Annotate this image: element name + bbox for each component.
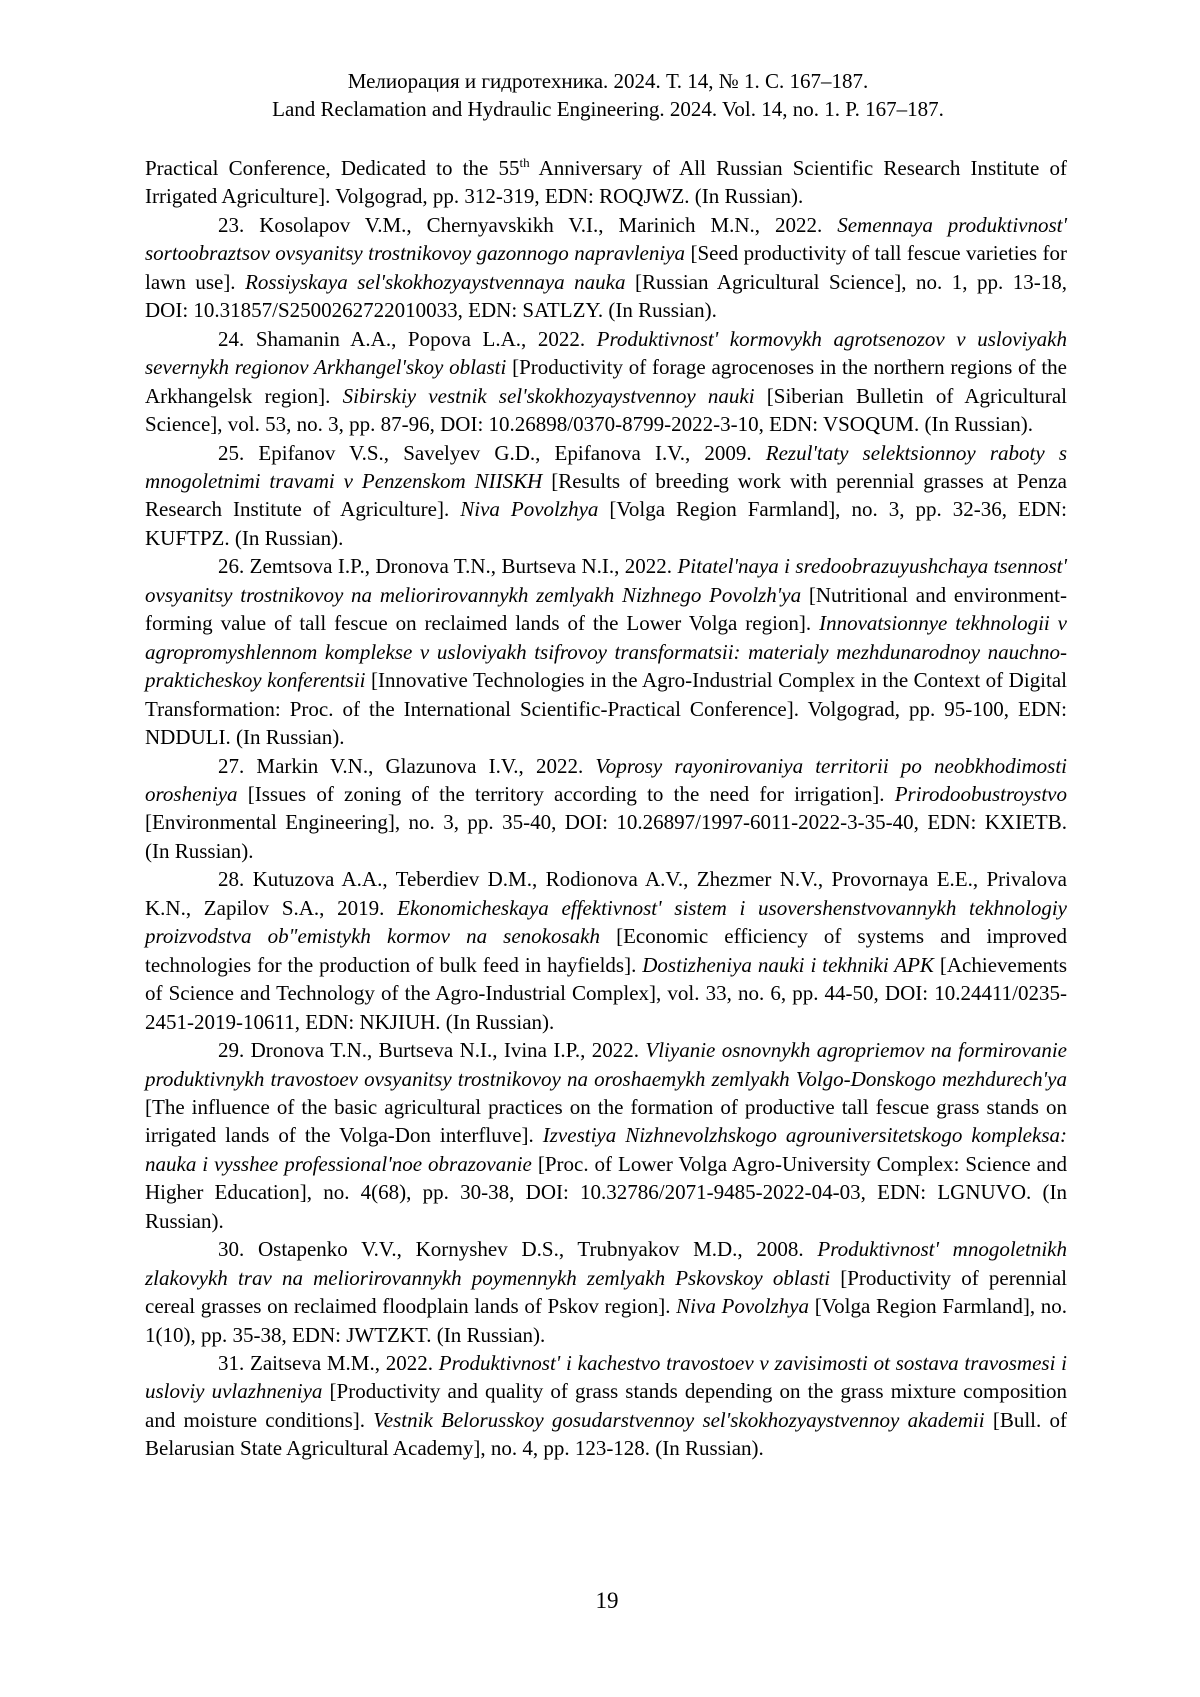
reference-22-continuation: Practical Conference, Dedicated to the 55th Anniversary of All Russian Scientific Research Institute of Irrigated Agriculture]. Volgograd, pp. 312-319, EDN: ROQJWZ. (In Russian). [145,155,1067,209]
header-line-ru: Мелиорация и гидротехника. 2024. Т. 14, № 1. С. 167–187. [347,69,869,93]
reference-list [145,154,1067,1463]
reference-28: 28. Kutuzova A.A., Teberdiev D.M., Rodionova A.V., Zhezmer N.V., Provornaya E.E., Privalova K.N., Zapilov S.A., 2019. Ekonomicheskaya effektivnost' sistem i usovershenstvovannykh tekhnologiy proizvodstva ob"emistykh kormov na senokosakh [Economic efficiency of systems and improved technologies for the production of bulk feed in hayfields]. Dostizheniya nauki i tekhniki APK [Achievements of Science and Technology of the Agro-Industrial Complex], vol. 33, no. 6, pp. 44-50, DOI: 10.24411/0235-2451-2019-10611, EDN: NKJIUH. (In Russian). [145,867,1068,1034]
reference-29: 29. Dronova T.N., Burtseva N.I., Ivina I.P., 2022. Vliyanie osnovnykh agropriemov na formirovanie produktivnykh travostoev ovsyanitsy trostnikovoy na oroshaemykh zemlyakh Volgo-Donskogo mezhdurech'ya [The influence of the basic agricultural practices on the formation of productive tall fescue grass stands on irrigated lands of the Volga-Don interfluve]. Izvestiya Nizhnevolzhskogo agrouniversitetskogo kompleksa: nauka i vysshee professional'noe obrazovanie [Proc. of Lower Volga Agro-University Complex: Science and Higher Education], no. 4(68), pp. 30-38, DOI: 10.32786/2071-9485-2022-04-03, EDN: LGNUVO. (In Russian). [145,1038,1067,1233]
reference-25: 25. Epifanov V.S., Savelyev G.D., Epifanova I.V., 2009. Rezul'taty selektsionnoy raboty s mnogoletnimi travami v Penzenskom NIISKH [Results of breeding work with perennial grasses at Penza Research Institute of Agriculture]. Niva Povolzhya [Volga Region Farmland], no. 3, pp. 32-36, EDN: KUFTPZ. (In Russian). [145,440,1068,550]
reference-31: 31. Zaitseva M.M., 2022. Produktivnost' i kachestvo travostoev v zavisimosti ot sostava travosmesi i usloviy uvlazhneniya [Productivity and quality of grass stands depending on the grass mixture composition and moisture conditions]. Vestnik Belorusskoy gosudarstvennoy sel'skokhozyaystvennoy akademii [Bull. of Belarusian State Agricultural Academy], no. 4, pp. 123-128. (In Russian). [145,1351,1067,1461]
page-number: 19 [595,1588,619,1613]
header-line-en: Land Reclamation and Hydraulic Engineering. 2024. Vol. 14, no. 1. P. 167–187. [272,97,944,121]
ordinal-superscript: th [519,155,530,170]
reference-26: 26. Zemtsova I.P., Dronova T.N., Burtseva N.I., 2022. Pitatel'naya i sredoobrazuyushchaya tsennost' ovsyanitsy trostnikovoy na meliorirovannykh zemlyakh Nizhnego Povolzh'ya [Nutritional and environment-forming value of tall fescue on reclaimed lands of the Lower Volga region]. Innovatsionnye tekhnologii v agropromyshlennom komplekse v usloviyakh tsifrovoy transformatsii: materialy mezhdunarodnoy nauchno-prakticheskoy konferentsii [Innovative Technologies in the Agro-Industrial Complex in the Context of Digital Transformation: Proc. of the International Scientific-Practical Conference]. Volgograd, pp. 95-100, EDN: NDDULI. (In Russian). [145,554,1067,750]
reference-23: 23. Kosolapov V.M., Chernyavskikh V.I., Marinich M.N., 2022. Semennaya produktivnost' sortoobraztsov ovsyanitsy trostnikovoy gazonnogo napravleniya [Seed productivity of tall fescue varieties for lawn use]. Rossiyskaya sel'skokhozyaystvennaya nauka [Russian Agricultural Science], no. 1, pp. 13-18, DOI: 10.31857/S2500262722010033, EDN: SATLZY. (In Russian). [145,212,1068,323]
reference-24: 24. Shamanin A.A., Popova L.A., 2022. Produktivnost' kormovykh agrotsenozov v usloviyakh severnykh regionov Arkhangel'skoy oblasti [Productivity of forage agrocenoses in the northern regions of the Arkhangelsk region]. Sibirskiy vestnik sel'skokhozyaystvennoy nauki [Siberian Bulletin of Agricultural Science], vol. 53, no. 3, pp. 87-96, DOI: 10.26898/0370-8799-2022-3-10, EDN: VSOQUM. (In Russian). [145,326,1068,437]
reference-27: 27. Markin V.N., Glazunova I.V., 2022. Voprosy rayonirovaniya territorii po neobkhodimosti orosheniya [Issues of zoning of the territory according to the need for irrigation]. Prirodoobustroystvo [Environmental Engineering], no. 3, pp. 35-40, DOI: 10.26897/1997-6011-2022-3-35-40, EDN: KXIETB. (In Russian). [145,753,1067,863]
reference-30: 30. Ostapenko V.V., Kornyshev D.S., Trubnyakov M.D., 2008. Produktivnost' mnogoletnikh zlakovykh trav na meliorirovannykh poymennykh zemlyakh Pskovskoy oblasti [Productivity of perennial cereal grasses on reclaimed floodplain lands of Pskov region]. Niva Povolzhya [Volga Region Farmland], no. 1(10), pp. 35-38, EDN: JWTZKT. (In Russian). [145,1237,1068,1347]
running-header [8,67,1200,123]
